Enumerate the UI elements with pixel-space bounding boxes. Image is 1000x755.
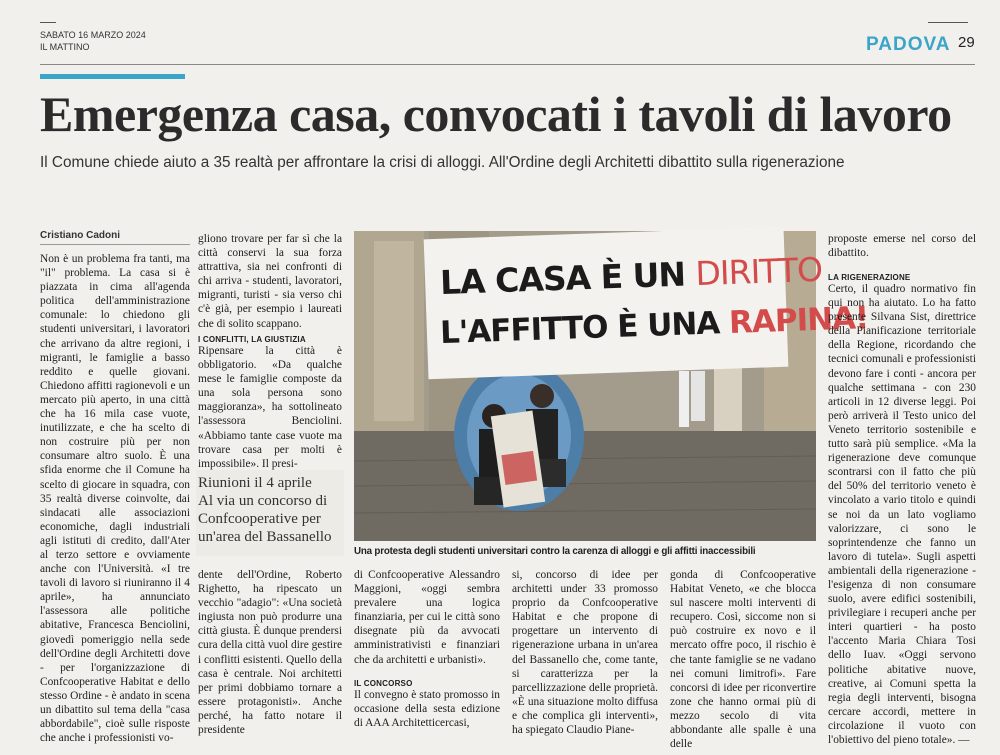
header-paper: IL MATTINO [40, 42, 90, 52]
side-box-line2: Al via un concorso di Confcooperative per un'area del Bassanello [198, 493, 332, 545]
banner-text-red-2: RAPINA! [728, 300, 869, 342]
header-rule-right [928, 22, 968, 23]
article-column-2-mid [198, 344, 342, 470]
column-2-mid-text: Ripensare la città è obbligatorio. «Da qualche mese le famiglie composte da una sola persona sono maggioranza», ha sottolineato l'assessora Benciolini. «Abbiamo tante case vuote ma trovare casa per molti è impossibile». Il presi- [198, 345, 342, 470]
article-column-5 [670, 568, 816, 751]
banner-text-black-2: L'AFFITTO È UNA [439, 305, 720, 352]
byline-rule [40, 244, 190, 245]
article-column-3b [354, 688, 500, 734]
column-5-text: gonda di Confcooperative Habitat Veneto, «e che blocca sul nascere molti interventi di recupero. Così, siccome non si può costruire ex novo e il mercato offre poco, il rischio è che tante famiglie se ne vadano nei comuni limitrofi». Fare concorsi di idee per riconvertire zone che hanno ormai più di mezzo secolo di vita abbondante alle spalle è una delle [670, 569, 816, 751]
article-column-6-top [828, 232, 976, 264]
page-number: 29 [958, 34, 975, 51]
article-column-3 [354, 568, 500, 670]
header-date: SABATO 16 MARZO 2024 [40, 30, 146, 40]
accent-bar [40, 74, 185, 79]
article-column-6 [828, 282, 976, 746]
side-box [196, 470, 344, 556]
side-box-line1: Riunioni il 4 aprile [198, 475, 312, 491]
column-6-top-text: proposte emerse nel corso del dibattito. [828, 233, 976, 260]
column-2-top-text: gliono trovare per far sì che la città conservi la sua forza attrattiva, sia nei confronti di chi arriva - studenti, lavoratori, migranti, turisti - sia verso chi c'è già, per esempio i laureati che di solito scappano. [198, 233, 342, 330]
byline: Cristiano Cadoni [40, 230, 121, 241]
banner-text-red-1: DIRITTO [694, 249, 823, 294]
column-3-text: di Confcooperative Alessandro Maggioni, «oggi sembra prevalere una logica finanziaria, per cui le città sono disegnate più da avvocati amministrativisti e finanziari che da architetti e urbanisti». [354, 569, 500, 666]
column-6-text: Certo, il quadro normativo fin qui non ha aiutato. Lo ha fatto presente Silvana Sist, direttrice della Pianificazione territoriale della Regione, ricordando che tecnici comunali e professionisti devono fare i conti - ancora per qualche settimana - con 230 articoli in 12 diverse leggi. Poi però arriverà il Testo unico del Veneto territorio sostenibile e tutto sarà più semplice. «Ma la rigenerazione deve comunque scontrarsi con il fatto che più del 50% del territorio veneto è vincolato a vario titolo e quindi se noi da un lato vogliamo valorizzare, ci sono le soprintendenze che fanno un lavoro di tutela». Sugli aspetti ambientali della rigenerazione - l'esigenza di non consumare suolo, avere edifici sostenibili, privilegiare i recuperi anche per interi quartieri - ha posto l'accento Maria Chiara Tosi dello Iuav. «Oggi servono politiche abitative nuove, creative, ai Comuni spetta la regia degli interventi, bisogna cercare accordi, mettere in circolazione il vuoto con l'obiettivo del pieno totale». — [828, 283, 976, 746]
column-2-bottom-text: dente dell'Ordine, Roberto Righetto, ha ripescato un vecchio "adagio": «Una società ingiusta non può produrre una città giusta. È dunque prendersi cura della città vuol dire gestire i conflitti esistenti. Quello della casa è centrale. Noi architetti per primi dobbiamo tornare a essere protagonisti». Anche perché, ha fatto notare il presidente [198, 569, 342, 737]
headline: Emergenza casa, convocati i tavoli di lavoro [40, 86, 952, 142]
photo [354, 231, 869, 541]
section-label: PADOVA [866, 34, 951, 55]
subhead-concorso: IL CONCORSO [354, 679, 413, 688]
header-rule-left [40, 22, 56, 23]
subhead-conflitti: I CONFLITTI, LA GIUSTIZIA [198, 335, 306, 344]
article-column-1 [40, 252, 190, 745]
subhead-rigenerazione: LA RIGENERAZIONE [828, 273, 911, 282]
header-divider [40, 64, 975, 65]
column-1-text: Non è un problema fra tanti, ma "il" problema. La casa si è piazzata in cima all'agenda politica dell'amministrazione comunale: lo chiedono gli studenti universitari, i lavoratori che arrivano da altre regioni, i migranti, le famiglie a basso reddito e quelle giovani. Chiedono affitti ragionevoli e un mercato più aperto, in una città che ha 16 mila case vuote, inutilizzate, e che ha scelto di non costruire più per non consumare altro suolo. È una sfida enorme che il Comune ha scelto di giocare in squadra, con 35 realtà diverse coinvolte, dai sindacati alle associazioni economiche, dagli industriali agli istituti di credito, dall'Ater al terzo settore e ovviamente anche con l'Università. «I tre tavoli di lavoro si riuniranno il 4 aprile», ha annunciato l'assessora alle politiche abitative, Francesca Benciolini, giovedì pomeriggio nella sede dell'Ordine degli Architetti dove - per l'organizzazione di Confcooperative Habitat e dello stesso Ordine - è andato in scena un dibattito sul tema della "casa abbordabile", cioè sulle risposte che anche i professionisti vo- [40, 253, 190, 745]
photo-caption: Una protesta degli studenti universitari contro la carenza di alloggi e gli affitti inaccessibili [354, 546, 756, 557]
banner-text-black-1: LA CASA È UN [439, 254, 686, 303]
article-column-2-bottom [198, 568, 342, 737]
column-4-text: si, concorso di idee per architetti under 33 promosso proprio da Confcooperative Habitat e che propone di progettare un intervento di rigenerazione urbana in un'area del Bassanello che, come tante, si caratterizza per la parcellizzazione delle proprietà. «È una situazione molto diffusa e che complica gli interventi», ha spiegato Claudio Piane- [512, 569, 658, 737]
subheadline: Il Comune chiede aiuto a 35 realtà per affrontare la crisi di alloggi. All'Ordine degli Architetti dibattito sulla rigenerazione [40, 154, 845, 171]
article-column-2-top [198, 232, 342, 330]
article-column-4 [512, 568, 658, 737]
column-3b-text: Il convegno è stato promosso in occasione della sesta edizione di AAA Architetticercasi, [354, 689, 500, 730]
